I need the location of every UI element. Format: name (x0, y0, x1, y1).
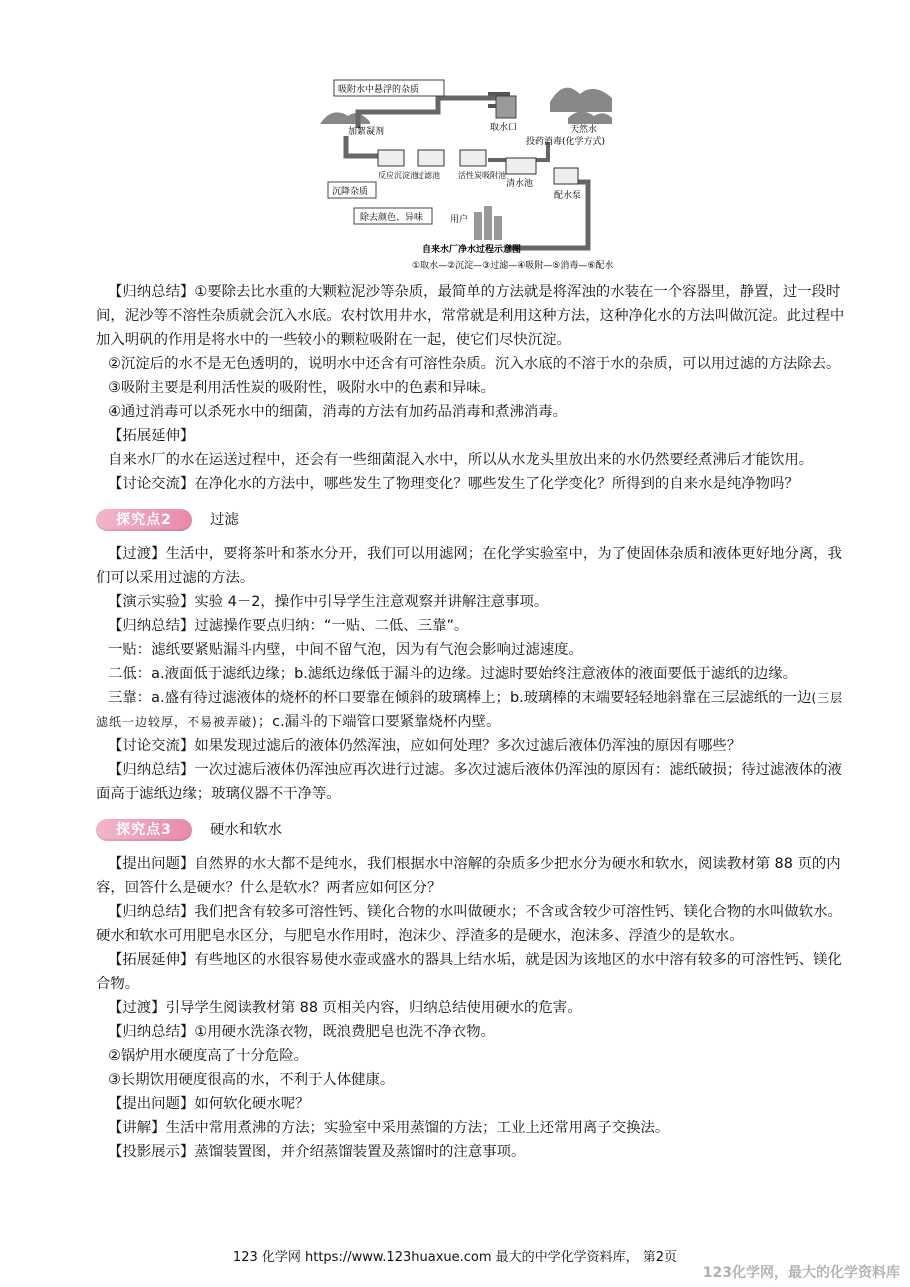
s2-paragraph-3 (96, 614, 856, 638)
s2-paragraph-5: 二低：a.液面低于滤纸边缘；b.滤纸边缘低于漏斗的边缘。过滤时要始终注意液体的液面要低于滤纸的边缘。 (108, 666, 798, 682)
section-title: 过滤 (210, 512, 239, 528)
tag: 【归纳总结】 (108, 904, 195, 920)
section-badge: 探究点3 (96, 819, 192, 841)
tag: 【讨论交流】 (108, 738, 195, 754)
text: 有些地区的水很容易使水壶或盛水的器具上结水垢，就是因为该地区的水中溶有较多的可溶性钙、镁化合物。 (96, 952, 842, 992)
text: 蒸馏装置图，并介绍蒸馏装置及蒸馏时的注意事项。 (194, 1144, 526, 1160)
label-settle: 沉降杂质 (332, 187, 369, 197)
s3-paragraph-5 (96, 1020, 856, 1044)
tag: 【过渡】 (108, 546, 166, 562)
section-header-3 (96, 812, 856, 848)
s1-paragraph-4: ④通过消毒可以杀死水中的细菌，消毒的方法有加药品消毒和煮沸消毒。 (108, 404, 568, 420)
s3-paragraph-7: ③长期饮用硬度很高的水，不利于人体健康。 (108, 1072, 395, 1088)
section-title: 硬水和软水 (210, 822, 282, 838)
label-clear: 清水池 (506, 179, 534, 189)
label-disinfect: 投药消毒(化学方式) (526, 137, 606, 147)
s3-paragraph-8 (96, 1092, 856, 1116)
text: 自然界的水大都不是纯水，我们根据水中溶解的杂质多少把水分为硬水和软水，阅读教材第 88 页的内容，回答什么是硬水？什么是软水？两者应如何区分？ (96, 856, 841, 896)
tag: 【提出问题】 (108, 1096, 195, 1112)
text: 实验 4－2，操作中引导学生注意观察并讲解注意事项。 (194, 594, 549, 610)
s2-paragraph-4: 一贴：滤纸要紧贴漏斗内壁，中间不留气泡，因为有气泡会影响过滤速度。 (108, 642, 583, 658)
text: 在净化水的方法中，哪些发生了物理变化？哪些发生了化学变化？所得到的自来水是纯净物吗？ (194, 476, 799, 492)
tag: 【拓展延伸】 (108, 952, 195, 968)
s1-paragraph-2: ②沉淀后的水不是无色透明的，说明水中还含有可溶性杂质。沉入水底的不溶于水的杂质，可以用过滤的方法除去。 (108, 356, 841, 372)
s3-paragraph-6: ②锅炉用水硬度高了十分危险。 (108, 1048, 308, 1064)
tag: 【演示实验】 (108, 594, 195, 610)
section-header-2 (96, 502, 856, 538)
text: 生活中，要将茶叶和茶水分开，我们可以用滤网；在化学实验室中，为了使固体杂质和液体更好地分离，我们可以采用过滤的方法。 (96, 546, 842, 586)
text: 三靠：a.盛有待过滤液体的烧杯的杯口要靠在倾斜的玻璃棒上；b.玻璃棒的末端要轻轻地斜靠在三层滤纸的一边 (108, 690, 812, 706)
tag: 【过渡】 (108, 1000, 166, 1016)
s3-paragraph-9 (96, 1116, 856, 1140)
s3-paragraph-4 (96, 996, 856, 1020)
label-natural: 天然水 (570, 125, 598, 135)
label-adsorb: 吸附水中悬浮的杂质 (338, 85, 420, 95)
tag: 【投影展示】 (108, 1144, 195, 1160)
label-filter: 过滤池 (416, 171, 440, 180)
hill-right-icon (550, 88, 612, 112)
s2-paragraph-6 (96, 686, 856, 734)
text: ①用硬水洗涤衣物，既浪费肥皂也洗不净衣物。 (194, 1024, 496, 1040)
s1-paragraph-7 (96, 472, 856, 496)
text: 一次过滤后液体仍浑浊应再次进行过滤。多次过滤后液体仍浑浊的原因有：滤纸破损；待过滤液体的液面高于滤纸边缘；玻璃仪器不干净等。 (96, 762, 842, 802)
s1-paragraph-1 (96, 280, 856, 352)
label-user: 用户 (450, 215, 469, 225)
label-reaction: 反应沉淀池 (378, 171, 418, 180)
s1-paragraph-6: 自来水厂的水在运送过程中，还会有一些细菌混入水中，所以从水龙头里放出来的水仍然要经煮沸后才能饮用。 (108, 452, 814, 468)
tag: 【归纳总结】 (108, 284, 195, 300)
s2-paragraph-2 (96, 590, 856, 614)
page-footer: 123 化学网 https://www.123huaxue.com 最大的中学化学资料库， 第2页 (232, 1250, 678, 1265)
label-carbon: 活性炭吸附池 (458, 171, 506, 180)
tag: 【提出问题】 (108, 856, 195, 872)
text: 如何软化硬水呢？ (194, 1096, 310, 1112)
lesson-content (96, 280, 856, 1164)
s2-paragraph-7 (96, 734, 856, 758)
text: 过滤操作要点归纳：“一贴、二低、三靠”。 (194, 618, 469, 634)
section-badge: 探究点2 (96, 509, 192, 531)
label-coagulant: 加絮凝剂 (348, 127, 385, 137)
text: ；c.漏斗的下端管口要紧靠烧杯内壁。 (257, 714, 501, 730)
tag: 【讨论交流】 (108, 476, 195, 492)
s3-paragraph-1 (96, 852, 856, 900)
tag: 【归纳总结】 (108, 1024, 195, 1040)
figure-steps: ①取水—②沉淀—③过滤—④吸附—⑤消毒—⑥配水 (412, 261, 614, 271)
s3-paragraph-2 (96, 900, 856, 948)
s1-paragraph-3: ③吸附主要是利用活性炭的吸附性，吸附水中的色素和异味。 (108, 380, 496, 396)
text: 生活中常用煮沸的方法；实验室中采用蒸馏的方法；工业上还常用离子交换法。 (165, 1120, 670, 1136)
s2-paragraph-8 (96, 758, 856, 806)
tag: 【归纳总结】 (108, 762, 195, 778)
water-treatment-diagram (318, 72, 614, 272)
s1-tag-extension: 【拓展延伸】 (108, 428, 195, 444)
label-color: 除去颜色、异味 (360, 213, 424, 223)
s2-paragraph-1 (96, 542, 856, 590)
text: ①要除去比水重的大颗粒泥沙等杂质，最简单的方法就是将浑浊的水装在一个容器里，静置，过一段时间，泥沙等不溶性杂质就会沉入水底。农村饮用井水，常常就是利用这种方法，这种净化水的方法叫做沉淀。此过程中加入明矾的作用是将水中的一些较小的颗粒吸附在一起，使它们尽快沉淀。 (96, 284, 845, 348)
water-treatment-figure (318, 72, 614, 272)
figure-caption: 自来水厂净水过程示意图 (422, 245, 522, 255)
label-intake: 取水口 (490, 123, 518, 133)
tag: 【归纳总结】 (108, 618, 195, 634)
text: 如果发现过滤后的液体仍然浑浊，应如何处理？多次过滤后液体仍浑浊的原因有哪些？ (194, 738, 742, 754)
tag: 【讲解】 (108, 1120, 166, 1136)
note: (三层滤纸一边较厚，不易被弄破) (96, 691, 844, 729)
text: 我们把含有较多可溶性钙、镁化合物的水叫做硬水；不含或含较少可溶性钙、镁化合物的水叫做软水。硬水和软水可用肥皂水区分，与肥皂水作用时，泡沫少、浮渣多的是硬水，泡沫多、浮渣少的是软水。 (96, 904, 842, 944)
label-pump: 配水泵 (554, 191, 582, 201)
s3-paragraph-3 (96, 948, 856, 996)
s3-paragraph-10 (96, 1140, 856, 1164)
watermark: 123化学网，最大的化学资料库 (702, 1265, 900, 1281)
text: 引导学生阅读教材第 88 页相关内容，归纳总结使用硬水的危害。 (165, 1000, 582, 1016)
